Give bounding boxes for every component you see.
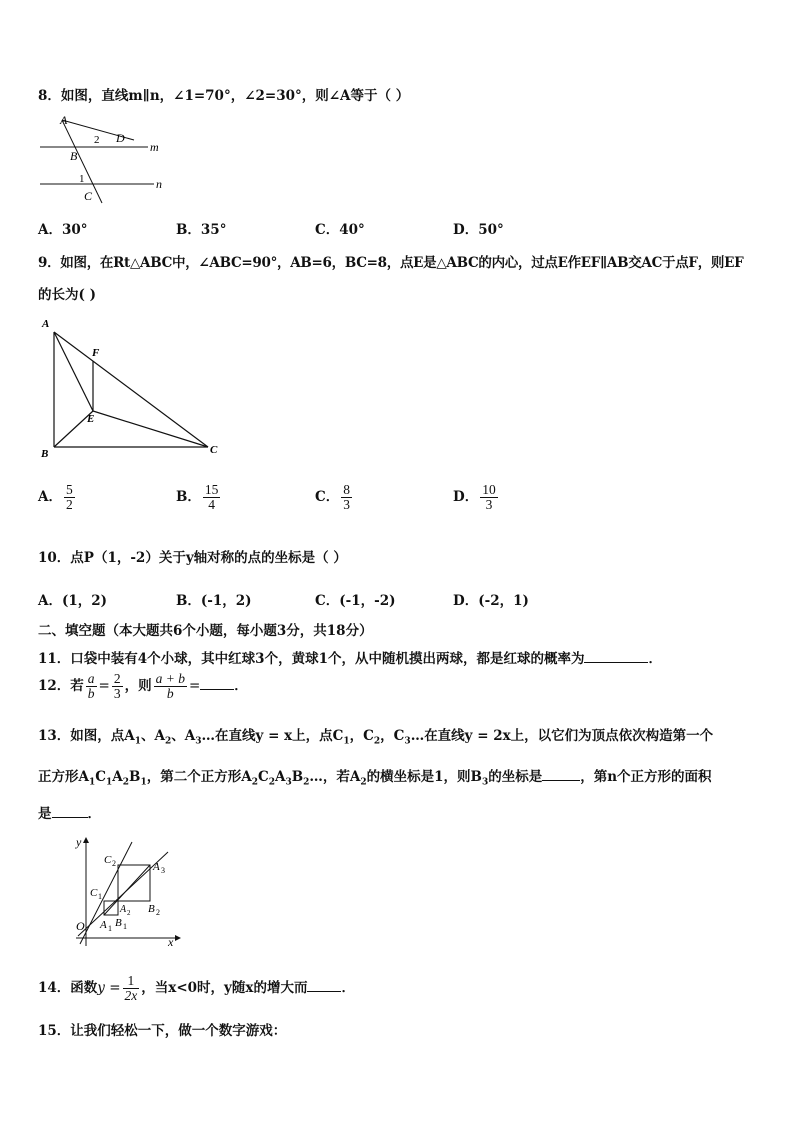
q14-text [38, 974, 758, 1003]
q10-option-a[interactable]: A．(1，2) [38, 593, 108, 609]
q13-l2-a: 正方形A [38, 769, 89, 785]
q9-text-line2: 的长为( ) [38, 287, 96, 303]
q12-fraction-a-b [86, 672, 97, 701]
q10-text: 10．点P（1，-2）关于y轴对称的点的坐标是（ ） [38, 550, 347, 566]
q13-period: ． [87, 806, 101, 822]
q12-f3-den: b [166, 686, 174, 702]
q8-figure [36, 110, 176, 210]
q8-label-m: m [150, 140, 159, 154]
q13-l2-k: 的坐标是 [488, 769, 543, 785]
q13-label-x: x [168, 935, 174, 949]
q12-f3-num: a + b [155, 671, 185, 686]
q9-option-b-fraction [203, 483, 221, 512]
q9-option-a-letter: A． [38, 489, 62, 506]
q9-option-c[interactable] [315, 483, 354, 512]
q9-option-b-den: 4 [208, 497, 216, 513]
q13-sub: 1 [140, 777, 147, 788]
q9-option-d-fraction [480, 483, 498, 512]
q9-label-A: A [42, 318, 50, 330]
q9-option-d-den: 3 [485, 497, 493, 513]
q8-option-d[interactable]: D．50° [453, 222, 504, 238]
q13-l2-b: C [95, 769, 106, 785]
q8-option-c[interactable]: C．40° [315, 222, 365, 238]
q12-f1-num: a [87, 671, 95, 686]
q8-option-a[interactable]: A．30° [38, 222, 88, 238]
q13-sub: 2 [268, 777, 275, 788]
q14-equals: = [104, 980, 121, 997]
q15-text: 15．让我们轻松一下，做一个数字游戏： [38, 1023, 287, 1039]
q13-label-B2-sub: 2 [156, 908, 160, 917]
q12-f2-num: 2 [113, 671, 121, 686]
q13-sub: 3 [404, 736, 411, 747]
q14-answer-blank[interactable] [307, 979, 341, 992]
q13-sub: 1 [343, 736, 350, 747]
q12-f2-den: 3 [113, 686, 121, 702]
section-heading-fill-in: 二、填空题（本大题共6个小题，每小题3分，共18分） [38, 623, 373, 639]
q13-l2-f: C [257, 769, 269, 785]
q13-l2-i: …，若A [309, 769, 361, 785]
q13-figure [60, 832, 190, 952]
q13-label-B1: B [115, 917, 122, 929]
q13-sub: 2 [122, 777, 130, 788]
q13-text-line2 [38, 765, 758, 788]
q13-text-line3 [38, 802, 758, 822]
q13-l2-j: 的横坐标是1，则B [366, 769, 482, 785]
q13-l2-g: A [274, 769, 286, 785]
q14-tail: ，当x<0时，y随x的增大而 [141, 980, 308, 997]
q13-l1-f: ，C [380, 728, 405, 744]
q13-l3: 是 [38, 806, 52, 822]
q11-text [38, 647, 758, 667]
q10-option-d[interactable]: D．(-2，1) [453, 593, 529, 609]
q12-fraction-2-3 [112, 672, 123, 701]
q9-option-d-letter: D． [453, 489, 479, 506]
q12-answer-blank[interactable] [200, 677, 234, 690]
q14-period: ． [341, 980, 355, 997]
q9-option-c-den: 3 [343, 497, 350, 513]
q8-label-n: n [156, 177, 162, 191]
q12-mid: ，则 [124, 678, 152, 695]
q14-y: y [97, 980, 105, 997]
q11-answer-blank[interactable] [584, 650, 648, 663]
q13-l1-a: 13．如图，点A [38, 728, 135, 744]
q13-label-C1-sub: 1 [98, 892, 102, 901]
q12-equals-2: = [188, 678, 201, 695]
q12-fraction-sum [154, 672, 187, 701]
q13-label-C2-sub: 2 [112, 859, 116, 868]
q10-option-b[interactable]: B．(-1，2) [176, 593, 252, 609]
q14-prefix: 14．函数 [38, 980, 98, 997]
q13-answer-blank-2[interactable] [52, 805, 88, 818]
q13-label-y: y [76, 835, 82, 849]
q13-label-A1-sub: 1 [108, 924, 112, 933]
q9-option-a[interactable] [38, 483, 77, 512]
q9-option-b-num: 15 [204, 482, 219, 497]
q12-period: ． [234, 678, 248, 695]
q12-text [38, 672, 758, 701]
q13-sub: 3 [481, 777, 489, 788]
q14-fraction [123, 974, 140, 1003]
q9-label-C: C [210, 444, 218, 456]
q13-sub: 2 [373, 736, 381, 747]
q13-label-C1: C [90, 887, 98, 899]
q13-l1-e: ，C [349, 728, 374, 744]
q9-option-a-den: 2 [65, 497, 73, 513]
q13-label-A3: A [153, 861, 160, 873]
q13-l2-d: B [129, 769, 141, 785]
q9-option-d[interactable] [453, 483, 500, 512]
q8-label-B: B [70, 149, 78, 163]
q13-l2-e: ，第二个正方形A [146, 769, 252, 785]
q9-option-a-num: 5 [65, 482, 73, 497]
q13-sub: 1 [88, 777, 96, 788]
q14-den: 2x [124, 988, 138, 1004]
q12-f1-den: b [87, 686, 95, 702]
q9-text-line1: 9．如图，在Rt△ABC中，∠ABC=90°，AB=6，BC=8，点E是△ABC的内心，过点E作EF∥AB交AC于点F，则EF [38, 255, 744, 271]
q8-label-A: A [60, 113, 68, 127]
q13-l1-g: …在直线y = 2x上，以它们为顶点依次构造第一个 [410, 728, 714, 744]
q13-l2-c: A [112, 769, 123, 785]
q8-text: 8．如图，直线m∥n，∠1=70°，∠2=30°，则∠A等于（ ） [38, 88, 410, 104]
q12-prefix: 12．若 [38, 678, 84, 695]
q13-text-line1 [38, 724, 758, 747]
q13-sub: 2 [360, 777, 367, 788]
q13-sub: 3 [285, 777, 292, 788]
q13-label-B2: B [148, 903, 155, 915]
q13-label-B1-sub: 1 [123, 922, 127, 931]
q9-option-b[interactable] [176, 483, 222, 512]
q9-option-d-num: 10 [482, 482, 496, 497]
q13-sub: 2 [165, 736, 172, 747]
q13-answer-blank-1[interactable] [542, 768, 580, 781]
q9-label-E: E [87, 413, 95, 425]
q14-num: 1 [123, 974, 140, 989]
q9-label-B: B [41, 448, 49, 460]
q9-option-c-fraction [341, 483, 352, 512]
q9-option-b-letter: B． [176, 489, 201, 506]
q13-l2-h: B [291, 769, 304, 785]
q13-sub: 2 [251, 777, 258, 788]
q11-body: 11．口袋中装有4个小球，其中红球3个，黄球1个，从中随机摸出两球，都是红球的概率为 [38, 651, 585, 667]
q9-figure [36, 314, 226, 464]
q13-l2-l: ，第n个正方形的面积 [580, 769, 712, 785]
q13-sub: 1 [134, 736, 142, 747]
q13-l1-c: 、A [171, 728, 196, 744]
q13-label-A2: A [120, 904, 127, 915]
q8-label-C: C [84, 189, 93, 203]
q8-label-angle2: 2 [94, 134, 100, 146]
q13-l1-b: 、A [141, 728, 166, 744]
q13-label-O: O [76, 919, 85, 933]
q13-l1-d: …在直线y = x上，点C [201, 728, 344, 744]
q9-option-c-letter: C． [315, 489, 340, 506]
q8-option-b[interactable]: B．35° [176, 222, 227, 238]
q9-option-c-num: 8 [343, 482, 350, 497]
q13-label-A3-sub: 3 [161, 866, 165, 875]
q13-sub: 3 [195, 736, 202, 747]
q13-sub: 1 [106, 777, 113, 788]
q13-label-A1: A [100, 919, 107, 931]
q9-label-F: F [92, 347, 100, 359]
q10-option-c[interactable]: C．(-1，-2) [315, 593, 396, 609]
q13-label-A2-sub: 2 [127, 909, 131, 917]
q8-label-angle1: 1 [79, 173, 85, 185]
q8-label-D: D [116, 131, 125, 145]
q11-period: ． [648, 651, 662, 667]
q13-sub: 2 [303, 777, 310, 788]
q9-option-a-fraction [64, 483, 75, 512]
q12-equals: = [98, 678, 110, 695]
q13-label-C2: C [104, 854, 112, 866]
